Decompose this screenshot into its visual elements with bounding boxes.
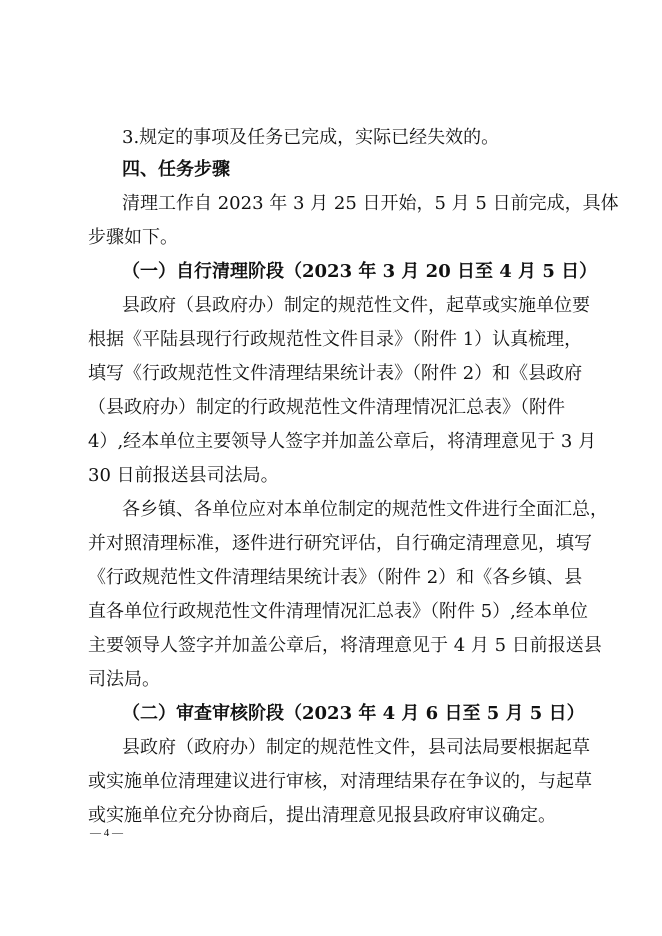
subsection-heading: （二）审查审核阶段（2023 年 4 月 6 日至 5 月 5 日）	[122, 703, 585, 724]
paragraph-line: 3.规定的事项及任务已完成，实际已经失效的。	[122, 127, 500, 148]
paragraph-line: 《行政规范性文件清理结果统计表》（附件 2）和《各乡镇、县	[88, 567, 583, 588]
subsection-heading: （一）自行清理阶段（2023 年 3 月 20 日至 4 月 5 日）	[122, 261, 598, 282]
paragraph-line: 填写《行政规范性文件清理结果统计表》（附件 2）和《县政府	[88, 363, 583, 384]
paragraph-line: 或实施单位清理建议进行审核，对清理结果存在争议的，与起草	[88, 771, 592, 792]
paragraph-line: 主要领导人签字并加盖公章后，将清理意见于 4 月 5 日前报送县	[88, 635, 602, 656]
section-heading: 四、任务步骤	[122, 159, 230, 180]
paragraph-line: 司法局。	[88, 669, 160, 690]
paragraph-line: 县政府（政府办）制定的规范性文件，县司法局要根据起草	[122, 737, 590, 758]
paragraph-line: 步骤如下。	[88, 227, 178, 248]
paragraph-line: 4）,经本单位主要领导人签字并加盖公章后，将清理意见于 3 月	[88, 431, 597, 452]
paragraph-line: 30 日前报送县司法局。	[88, 465, 279, 486]
page-number: — 4 —	[90, 827, 123, 839]
paragraph-line: 或实施单位充分协商后，提出清理意见报县政府审议确定。	[88, 805, 556, 826]
paragraph-line: 各乡镇、各单位应对本单位制定的规范性文件进行全面汇总，	[122, 499, 608, 520]
paragraph-line: 并对照清理标准，逐件进行研究评估，自行确定清理意见，填写	[88, 533, 592, 554]
paragraph-line: 直各单位行政规范性文件清理情况汇总表》（附件 5）,经本单位	[88, 601, 588, 622]
paragraph-line: 清理工作自 2023 年 3 月 25 日开始，5 月 5 日前完成，具体	[122, 193, 619, 214]
paragraph-line: 县政府（县政府办）制定的规范性文件，起草或实施单位要	[122, 295, 590, 316]
paragraph-line: 根据《平陆县现行行政规范性文件目录》（附件 1）认真梳理，	[88, 329, 583, 350]
paragraph-line: （县政府办）制定的行政规范性文件清理情况汇总表》（附件	[88, 397, 565, 418]
